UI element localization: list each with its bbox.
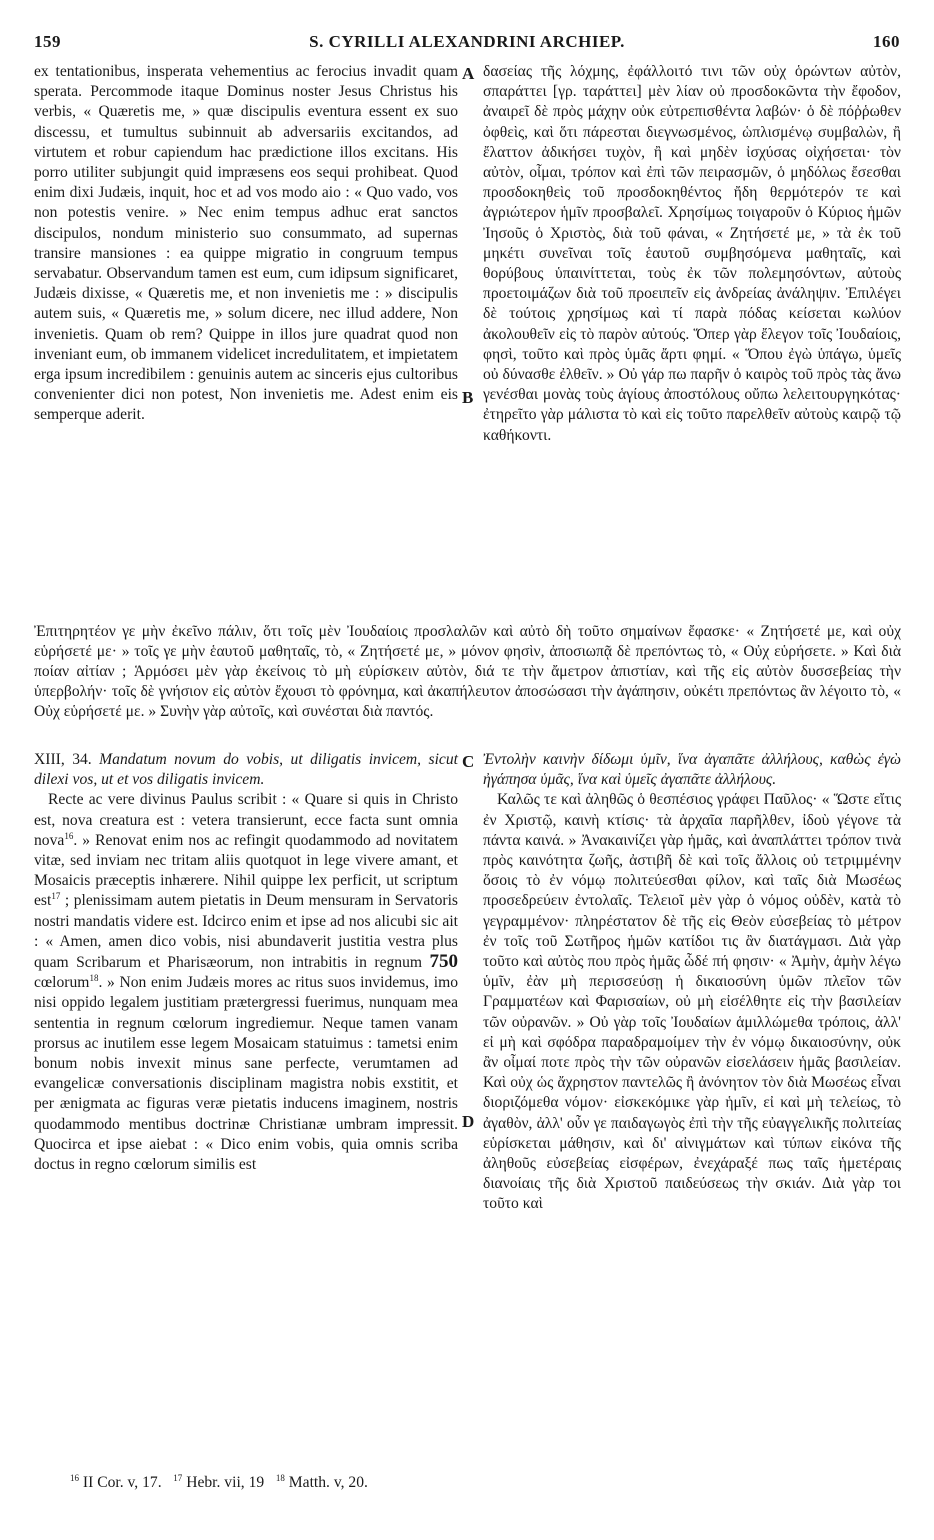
greek-paragraph: Καλῶς τε καὶ ἀληθῶς ὁ θεσπέσιος γράφει Παῦλος· « Ὥστε εἴτις ἐν Χριστῷ, καινὴ κτίσις· τὰ ἀρχαῖα παρῆλθεν, ἰδοὺ γέγονε τὰ πάντα καινά. » Ἀνακαινίζει γὰρ ἡμᾶς, καὶ ἀναπλάττει τρόπον τινὰ πρὸς καινότητα ζωῆς, ἀστιβῆ δὲ καὶ τοῖς ἄλλοις οὐ τετριμμένην ὅσοις τὸ ἐν νόμῳ πολιτεύεσθαι φίλον, καὶ ταῖς διὰ Μωσέως προσεδρεύειν ἐντολαῖς. Τελειοῖ μὲν γὰρ ὁ νόμος οὐδὲν, κατὰ τὸ γεγραμμένον· πληρέστατον δὲ τῆς εἰς Θεὸν εὐσεβείας τὸ μέτρον ἐν τοῖς τοῦ Σωτῆρος ἡμῶν κατίδοι τις ἂν διατάγμασι. Διὰ γὰρ τοῦτο καὶ αὐτὸς που πρὸς ἡμᾶς ὧδέ πή φησιν· « Ἀμὴν, ἀμὴν λέγω ὑμῖν, ἐὰν μὴ περισσεύσῃ ἡ δικαιοσύνη ὑμῶν πλεῖον τῶν Γραμματέων καὶ Φαρισαίων, οὐ μὴ εἰσέλθητε εἰς τὴν βασιλείαν τῶν οὐρανῶν. » Οὐ γὰρ τοῖς Ἰουδαίων ἁμιλλώμεθα τρόποις, ἀλλ' εἰ μὴ καὶ σφόδρα παραδραμοίμεν τὴν ἐν νόμῳ δικαιοσύνην, οὐκ ἂν οἶμαί ποτε πρὸς τὴν τῶν οὐρανῶν εἰσελάσειν ἡμᾶς βασιλείαν. Καὶ οὐχ ὡς ἄχρηστον παντελῶς ἢ ἀνόνητον τὸν διὰ Μωσέως εἶναι διοριζόμεθα νόμον· εἰσκεκόμικε γὰρ ἡμῖν, εἰ καὶ μὴ τελείως, τὸ ἀγαθὸν, ἀλλ' οὖν γε παιδαγωγὸς ἐπὶ τὴν τῆς εὐαγγελικῆς πολιτείας εὑρίσκεται μάθησιν, καὶ δι' αἰνιγμάτων καὶ τύπων εἰκόνα τῆς ἀληθοῦς εὐσεβείας εἰσφέρων, ἐνεχάραξέ πως ταῖς ἡμετέραις διανοίαις τῆς διὰ Χριστοῦ παιδεύσεως τὴν σκιάν. Διὰ γὰρ τοι τοῦτο καὶ bbox=[483, 791, 901, 1213]
latin-column-bottom bbox=[34, 750, 458, 1175]
footnote-ref: 16 bbox=[64, 830, 74, 841]
latin-heading bbox=[34, 750, 458, 790]
page-number-left: 159 bbox=[34, 32, 61, 51]
page-number-right: 160 bbox=[873, 32, 900, 51]
latin-text: Recte ac vere divinus Paulus scribit : « Quare si quis in Christo est, nova creatura est : vetera transierunt, ecce facta sunt omnia nova bbox=[34, 791, 458, 849]
footnote-text: Hebr. vii, 19 bbox=[186, 1474, 265, 1491]
verse-number: XIII, 34. bbox=[34, 751, 92, 768]
greek-heading: Ἐντολὴν καινὴν δίδωμι ὑμῖν, ἵνα ἀγαπᾶτε ἀλλήλους, καθὼς ἐγὼ ἠγάπησα ὑμᾶς, ἵνα καὶ ὑμεῖς ἀγαπᾶτε ἀλλήλους. bbox=[483, 751, 901, 789]
footnote-number: 18 bbox=[275, 1472, 285, 1483]
margin-letter-a: A bbox=[462, 64, 475, 83]
latin-text: . » Renovat enim nos ac refingit quodammodo ad novitatem vitæ, sed inviam nec tritam aliis quotquot in lege vivere amant, et Mosaicis præceptis inhærere. Nihil quippe lex perficit, ut scriptum est bbox=[34, 831, 458, 910]
footnote-number: 16 bbox=[70, 1472, 79, 1483]
footnotes bbox=[70, 1474, 770, 1492]
footnote-ref: 17 bbox=[51, 891, 61, 902]
latin-text: ; plenissimam autem pietatis in Deum mensuram in Servatoris nostri mandatis videre est. Idcirco enim et ipse ad nos alicubi sic ait : « Amen, amen dico vobis, nisi abundaverit justitia vestra plus quam Scribarum et Pharisæorum, non intrabitis in regnum bbox=[34, 892, 458, 972]
greek-paragraph-full: Ἐπιτηρητέον γε μὴν ἐκεῖνο πάλιν, ὅτι τοῖς μὲν Ἰουδαίοις προσλαλῶν καὶ αὐτὸ δὴ τοῦτο σημαίνων ἔφασκε· « Ζητήσετέ με, καὶ οὐχ εὑρήσετέ με· » τοῖς γε μὴν ἑαυτοῦ μαθηταῖς, τὸ, « Ζητήσετέ με, » μόνον φησὶν, ἀποσιωπᾷ δὲ πρεπόντως τὸ, « Οὐχ εὑρήσετε. » Καὶ διὰ ποίαν αἰτίαν ; Ἁρμόσει μὲν γὰρ ἐκείνοις τὸ μὴ εὑρίσκειν αὐτὸν, διά τε τὴν ἄμετρον ἀπιστίαν, καὶ τῆς εἰς αὐτὸν δυσσεβείας τὴν ὑπερβολήν· τοῖς δὲ γνήσιον εἰς αὐτὸν ἔχουσι τὸ φρόνημα, καὶ ἀκαπήλευτον ἀποσώσασι τὴν ἀγάπησιν, οὐκέτι πρεπόντως ἂν λέγοιτο τὸ, « Οὐχ εὑρήσετέ με. » Συνὴν γὰρ αὐτοῖς, καὶ συνέσται διὰ παντός. bbox=[34, 622, 901, 721]
running-title: S. CYRILLI ALEXANDRINI ARCHIEP. bbox=[309, 32, 625, 51]
latin-text: cœlorum bbox=[34, 974, 90, 992]
greek-column-top bbox=[483, 62, 901, 446]
margin-letter-c: C bbox=[462, 752, 475, 771]
latin-paragraph bbox=[34, 790, 458, 1175]
latin-paragraph: ex tentationibus, insperata vehementius ac ferocius invadit quam sperata. Percommode itaque Dominus noster Jesus Christus his verbis, « Quæretis me, » quæ discipulis eventura essent ex suo discessu, et tumultus subinnuit ab adversariis excitandos, ad virtutem et robur capiendum hac prædictione illos excitans. His porro utiliter subjungit quid impræsens eos sequi prohibeat. Quod enim dixi Judæis, inquit, hoc et ad vos modo aio : « Quo vado, vos non potestis venire. » Nec enim tempus adhuc erat sanctos discipulos, nondum ministerio suo consummato, ad supernas transire mansiones : ea quippe migratio in congruum tempus servabatur. Observandum tamen est eum, cum idipsum significaret, Judæis dixisse, « Quæretis me, et non invenietis me : » discipulis autem suis, « Quæretis me, » solum dicere, nec illud addere, Non invenietis. Quam ob rem? Quippe in illos jure quadrat quod non inveniant eum, ob immanem videlicet incredulitatem, et impietatem erga ipsum incredibilem : genuinis autem ac sinceris ejus cultoribus convenienter dici non potest, Non invenietis me. Adest enim eis semperque aderit. bbox=[34, 63, 458, 424]
margin-letter-b: B bbox=[462, 388, 474, 407]
greek-full-width bbox=[34, 606, 901, 738]
greek-column-bottom bbox=[483, 750, 901, 1215]
footnote-number: 17 bbox=[173, 1472, 183, 1483]
latin-heading-text: Mandatum novum do vobis, ut diligatis invicem, sicut dilexi vos, ut et vos diligatis invicem. bbox=[34, 751, 458, 789]
latin-text: . » Non enim Judæis mores ac ritus suos invidemus, imo nisi oppido legalem justitiam prætergressi fuerimus, nunquam mea sententia in regnum cœlorum ingrediemur. Neque tamen vanam prorsus ac inutilem esse legem Mosaicam statuimus : tametsi enim bonum nobis invexit minus sane perfecte, verumtamen ad evangelicæ conversationis disciplinam magistra nobis exstitit, et per ænigmata ac figuras veræ pietatis inducens imaginem, nostris quodammodo mentibus doctrinæ Christianæ umbram impressit. Quocirca et ipse aiebat : « Dico enim vobis, quia omnis scriba doctus in regno cœlorum similis est bbox=[34, 974, 458, 1174]
footnote-text: II Cor. v, 17. bbox=[82, 1474, 162, 1491]
margin-letter-d: D bbox=[462, 1112, 475, 1131]
greek-paragraph: δασείας τῆς λόχμης, ἐφάλλοιτό τινι τῶν οὐχ ὁρώντων αὐτὸν, σπαράττει [γρ. ταράττει] μὲν λίαν οὐ προσδοκῶντα τὴν ἔφοδον, ἀναιρεῖ δὲ πρὸς μάχην οὐκ εὐτρεπισθέντα λαβών· ὁ δὲ πόῤῥωθεν ὀφθεὶς, καὶ ὅτι πάρεσται διεγνωσμένος, ὡπλισμένῳ συμβαλὼν, ἢ ἔλαττον ἀδικήσει τυχὸν, ἢ καὶ μηδὲν ἰσχύσας οἰχήσεται· τὸν αὐτὸν, οἶμαι, τρόπον καὶ ἐπὶ τῶν πειρασμῶν, ὁ μηδόλως ἔσεσθαι προσδοκηθεὶς τοῦ προσδοκηθέντος ἤδη θερμότερόν τε καὶ ἀγριώτερον ἡμῖν προσβαλεῖ. Χρησίμως τοιγαροῦν ὁ Κύριος ἡμῶν Ἰησοῦς ὁ Χριστὸς, διὰ τοῦ φάναι, « Ζητήσετέ με, » τὰ ἐκ τοῦ μηκέτι συνεῖναι τοῖς ἑαυτοῦ συμβησόμενα μαθηταῖς, καὶ θορύβους ὑπαινίττεται, τοὺς ἐκ τῶν πολεμησόντων, αὐτοὺς προετοιμάζων διὰ τοῦ προειπεῖν εἰς ἀνδρείας ἀνάληψιν. Ἐπιλέγει δὲ τούτοις χρησίμως καὶ τί παρὰ πόδας κείσεται κωλύον ἀκολουθεῖν εἰς τὸ παρὸν αὐτούς. Ὅπερ γὰρ ἔλεγον τοῖς Ἰουδαίοις, φησὶ, τοῦτο καὶ πρὸς ὑμᾶς ἄρτι φημί. « Ὅπου ἐγὼ ὑπάγω, ὑμεῖς οὐ δύνασθε ἐλθεῖν. » Οὐ γάρ πω παρῆν ὁ καιρὸς τοῦ πρὸς τὰς ἄνω γενέσθαι μονὰς τοὺς ἁγίους ἀποστόλους οὔπω λελειτουργηκότας· ἐτηρεῖτο γὰρ μάλιστα τὸ καὶ εἰς τοῦτο παρελθεῖν αὐτοὺς καιρῷ τῷ καθήκοντι. bbox=[483, 63, 901, 444]
footnote-text: Matth. v, 20. bbox=[288, 1474, 368, 1491]
footnote-ref: 18 bbox=[89, 973, 99, 984]
column-number: 750 bbox=[429, 951, 458, 973]
latin-column-top bbox=[34, 62, 458, 426]
running-header bbox=[34, 32, 900, 56]
